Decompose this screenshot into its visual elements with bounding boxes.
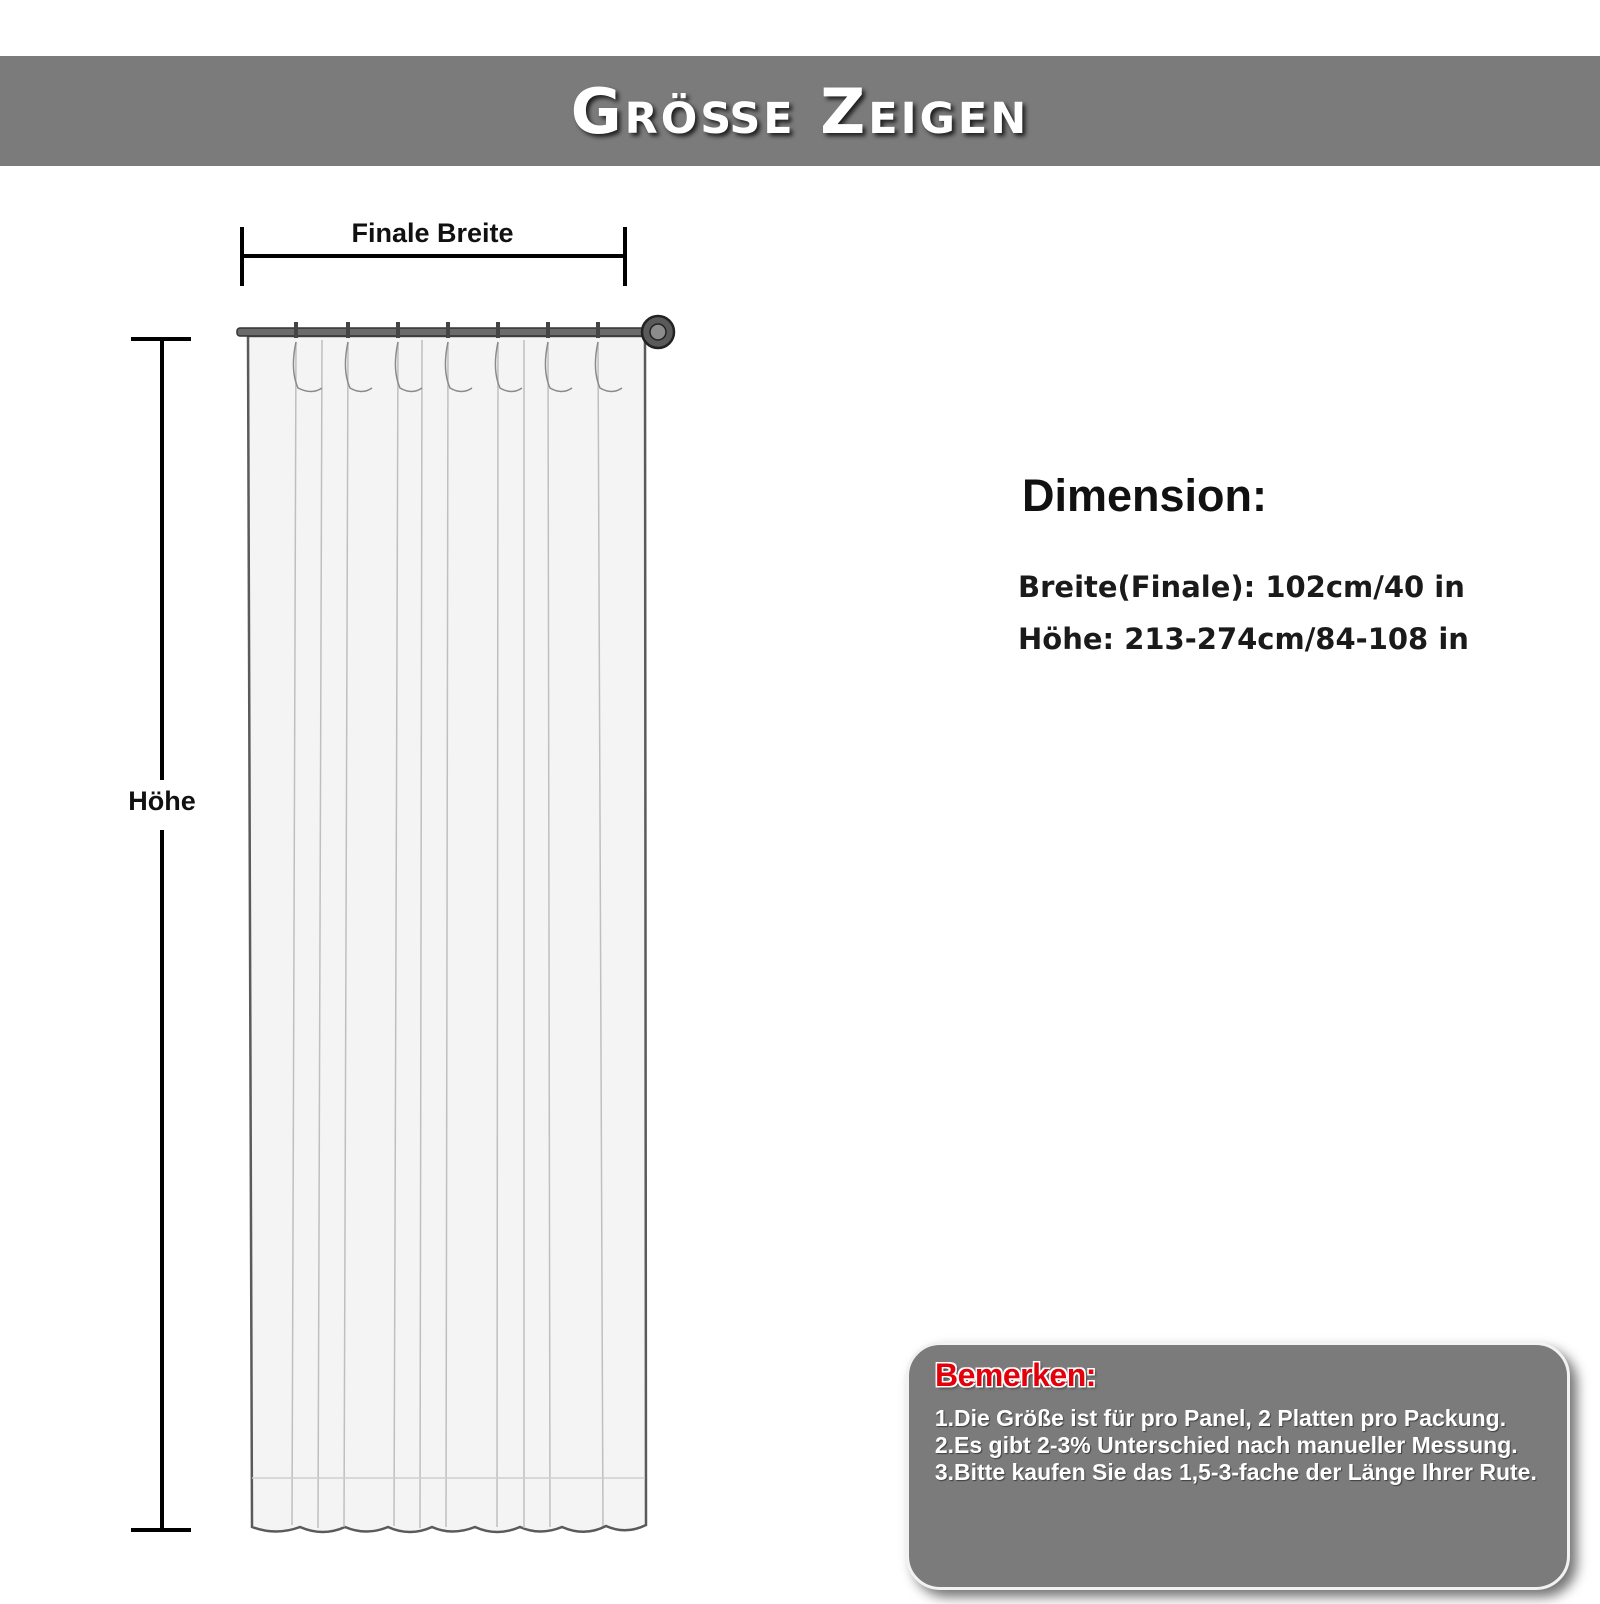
notes-list: [929, 1405, 1559, 1486]
notes-box: [906, 1342, 1570, 1590]
note-number: 1.: [934, 1405, 954, 1431]
note-number: 3.: [934, 1459, 954, 1485]
note-text: Die Größe ist für pro Panel, 2 Platten pro Packung.: [954, 1405, 1507, 1431]
rod-finial-icon: [642, 316, 674, 348]
note-item: [929, 1405, 1559, 1431]
note-text: Es gibt 2-3% Unterschied nach manueller Messung.: [954, 1432, 1518, 1458]
width-label: Finale Breite: [351, 218, 514, 248]
width-spec: Breite(Finale): 102cm/40 in: [1018, 570, 1465, 604]
curtain-diagram: [0, 0, 700, 1600]
height-dimension-bar: [131, 339, 191, 1530]
note-item: [929, 1459, 1559, 1485]
notes-heading: Bemerken:: [935, 1357, 1096, 1393]
height-spec: Höhe: 213-274cm/84-108 in: [1018, 622, 1469, 656]
curtain-rod-icon: [237, 322, 647, 338]
note-text: Bitte kaufen Sie das 1,5-3-fache der Länge Ihrer Rute.: [954, 1459, 1537, 1485]
dimension-heading: Dimension:: [1022, 470, 1268, 521]
note-item: [929, 1432, 1559, 1458]
note-number: 2.: [934, 1432, 954, 1458]
curtain-illustration: [248, 336, 646, 1532]
page-title: Größe Zeigen: [570, 74, 1030, 148]
height-label: Höhe: [128, 786, 196, 816]
